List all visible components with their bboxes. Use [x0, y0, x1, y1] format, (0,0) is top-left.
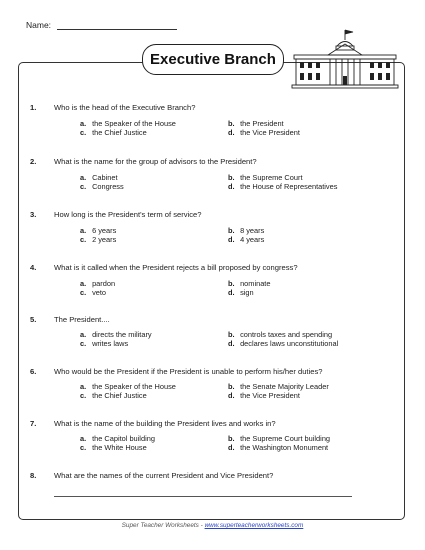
- name-label: Name:: [26, 20, 52, 30]
- option-7d[interactable]: [228, 443, 328, 452]
- option-text: the Chief Justice: [92, 128, 147, 137]
- page-title: Executive Branch: [150, 51, 276, 68]
- option-2d[interactable]: [228, 182, 337, 191]
- option-2a[interactable]: [80, 173, 118, 182]
- option-letter: b.: [228, 173, 235, 182]
- option-letter: c.: [80, 443, 87, 452]
- option-6c[interactable]: [80, 391, 147, 400]
- option-7b[interactable]: [228, 434, 330, 443]
- question-number: 4.: [30, 263, 37, 272]
- option-text: the Speaker of the House: [92, 382, 176, 391]
- option-2c[interactable]: [80, 182, 124, 191]
- option-text: the Vice President: [240, 128, 300, 137]
- option-letter: d.: [228, 443, 235, 452]
- option-letter: c.: [80, 339, 87, 348]
- option-text: controls taxes and spending: [240, 330, 333, 339]
- option-text: the White House: [92, 443, 147, 452]
- answer-line[interactable]: [54, 496, 352, 497]
- question-text: What is it called when the President rejects a bill proposed by congress?: [54, 263, 298, 272]
- option-text: 8 years: [240, 226, 265, 235]
- worksheet-frame: [18, 62, 405, 520]
- white-house-icon: [290, 28, 400, 90]
- option-letter: c.: [80, 391, 87, 400]
- option-text: sign: [240, 288, 254, 297]
- option-letter: a.: [80, 226, 87, 235]
- option-6d[interactable]: [228, 391, 300, 400]
- option-letter: b.: [228, 226, 235, 235]
- option-1b[interactable]: [228, 119, 284, 128]
- option-letter: b.: [228, 119, 235, 128]
- option-letter: d.: [228, 288, 235, 297]
- option-5a[interactable]: [80, 330, 152, 339]
- option-1a[interactable]: [80, 119, 176, 128]
- question-text: The President....: [54, 315, 110, 324]
- option-text: Congress: [92, 182, 124, 191]
- option-3c[interactable]: [80, 235, 116, 244]
- footer-credit: Super Teacher Worksheets -: [121, 522, 205, 529]
- option-5b[interactable]: [228, 330, 332, 339]
- option-4d[interactable]: [228, 288, 254, 297]
- question-text: Who is the head of the Executive Branch?: [54, 103, 196, 112]
- option-letter: c.: [80, 182, 87, 191]
- question-number: 5.: [30, 315, 37, 324]
- question-text: What are the names of the current President and Vice President?: [54, 471, 274, 480]
- option-letter: a.: [80, 382, 87, 391]
- question-text: How long is the President's term of service?: [54, 210, 202, 219]
- option-4b[interactable]: [228, 279, 270, 288]
- option-letter: a.: [80, 119, 87, 128]
- option-text: the Vice President: [240, 391, 300, 400]
- option-5c[interactable]: [80, 339, 128, 348]
- option-6a[interactable]: [80, 382, 176, 391]
- question-number: 2.: [30, 157, 37, 166]
- option-text: the Chief Justice: [92, 391, 147, 400]
- option-2b[interactable]: [228, 173, 303, 182]
- option-text: veto: [92, 288, 107, 297]
- option-3a[interactable]: [80, 226, 116, 235]
- option-text: the Washington Monument: [240, 443, 329, 452]
- option-1c[interactable]: [80, 128, 147, 137]
- name-input-line[interactable]: [57, 20, 177, 30]
- option-letter: a.: [80, 279, 87, 288]
- option-letter: c.: [80, 128, 87, 137]
- option-letter: c.: [80, 288, 87, 297]
- question-number: 3.: [30, 210, 37, 219]
- option-text: declares laws unconstitutional: [240, 339, 339, 348]
- question-text: Who would be the President if the President is unable to perform his/her duties?: [54, 367, 323, 376]
- option-4c[interactable]: [80, 288, 106, 297]
- option-text: the Speaker of the House: [92, 119, 176, 128]
- option-text: 4 years: [240, 235, 265, 244]
- option-text: directs the military: [92, 330, 152, 339]
- option-letter: d.: [228, 182, 235, 191]
- option-text: nominate: [240, 279, 271, 288]
- option-7c[interactable]: [80, 443, 147, 452]
- option-text: the Capitol building: [92, 434, 155, 443]
- option-text: 6 years: [92, 226, 117, 235]
- option-5d[interactable]: [228, 339, 338, 348]
- question-number: 8.: [30, 471, 37, 480]
- option-letter: d.: [228, 339, 235, 348]
- question-number: 6.: [30, 367, 37, 376]
- option-text: the Senate Majority Leader: [240, 382, 329, 391]
- option-3b[interactable]: [228, 226, 264, 235]
- question-number: 1.: [30, 103, 37, 112]
- option-4a[interactable]: [80, 279, 115, 288]
- option-letter: d.: [228, 391, 235, 400]
- footer-link[interactable]: www.superteacherworksheets.com: [204, 522, 304, 529]
- option-1d[interactable]: [228, 128, 300, 137]
- option-text: the Supreme Court building: [240, 434, 331, 443]
- footer: [0, 522, 425, 529]
- option-letter: b.: [228, 434, 235, 443]
- option-letter: a.: [80, 330, 87, 339]
- option-letter: d.: [228, 128, 235, 137]
- option-letter: b.: [228, 279, 235, 288]
- option-text: the President: [240, 119, 284, 128]
- question-number: 7.: [30, 419, 37, 428]
- option-text: the Supreme Court: [240, 173, 303, 182]
- question-text: What is the name for the group of advisors to the President?: [54, 157, 257, 166]
- option-text: Cabinet: [92, 173, 118, 182]
- option-letter: a.: [80, 434, 87, 443]
- option-7a[interactable]: [80, 434, 155, 443]
- question-text: What is the name of the building the President lives and works in?: [54, 419, 276, 428]
- name-field-row: [26, 20, 177, 30]
- option-letter: b.: [228, 382, 235, 391]
- option-letter: b.: [228, 330, 235, 339]
- option-text: 2 years: [92, 235, 117, 244]
- option-text: the House of Representatives: [240, 182, 338, 191]
- option-text: pardon: [92, 279, 116, 288]
- option-letter: d.: [228, 235, 235, 244]
- option-text: writes laws: [92, 339, 129, 348]
- option-letter: c.: [80, 235, 87, 244]
- option-6b[interactable]: [228, 382, 329, 391]
- title-banner: [142, 44, 284, 75]
- option-3d[interactable]: [228, 235, 264, 244]
- option-letter: a.: [80, 173, 87, 182]
